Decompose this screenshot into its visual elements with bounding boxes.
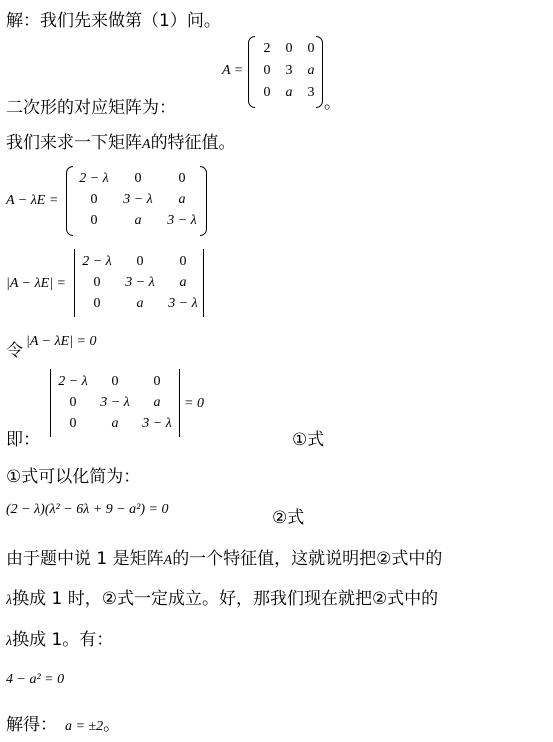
para2-b: 换成 1 时，②式一定成立。好，那我们现在就把②式中的	[12, 589, 439, 609]
matrix-cell: 0	[263, 85, 271, 100]
solution-period: 。	[103, 715, 121, 735]
matrix-cell: 0	[285, 41, 293, 56]
paragraph-line-2	[6, 584, 438, 609]
paragraph-line-3	[6, 625, 113, 650]
right-paren	[316, 36, 323, 108]
matrix-cell: 0	[179, 253, 187, 269]
simplify-line: ①式可以化简为：	[6, 467, 141, 487]
matrix-cell: 0	[93, 274, 101, 290]
a-minus-le-label: A − λE =	[6, 193, 59, 208]
ling-equation: |A − λE| = 0	[26, 334, 97, 349]
matrix-cell: 0	[69, 394, 77, 410]
matrix-cell: 3 − λ	[142, 415, 172, 431]
matrix-a-minus-le	[72, 168, 204, 232]
lambda-1: λ	[6, 593, 13, 608]
para1-b: 的一个特征值，这就说明把②式中的	[172, 549, 443, 569]
det-bar-left	[74, 249, 75, 317]
para3-b: 换成 1。有：	[12, 630, 114, 650]
det-bar-right	[203, 249, 204, 317]
lambda-2: λ	[6, 634, 13, 649]
matrix-cell: 3 − λ	[100, 394, 130, 410]
determinant-matrix-2	[52, 371, 178, 435]
matrix-cell: a	[153, 394, 161, 410]
matrix-cell: a	[136, 295, 144, 311]
matrix-cell: 0	[69, 415, 77, 431]
determinant-matrix	[76, 251, 204, 315]
matrix-cell: 2	[263, 41, 271, 56]
intro-line: 解：我们先来做第（1）问。	[6, 11, 221, 31]
matrix-cell: 0	[90, 212, 98, 228]
matrix-cell: 2 − λ	[58, 373, 88, 389]
matrix-cell: 0	[307, 41, 315, 56]
simplified-equation: (2 − λ)(λ² − 6λ + 9 − a²) = 0	[6, 502, 169, 517]
equation-final: 4 − a² = 0	[6, 672, 65, 687]
matrix-cell: 0	[136, 253, 144, 269]
quadratic-form-label: 二次形的对应矩阵为：	[6, 98, 176, 118]
eigen-text-b: 的特征值。	[150, 133, 236, 153]
solution-expr: a = ±2	[65, 719, 104, 734]
para1-var: A	[163, 553, 173, 568]
solution-label: 解得：	[6, 715, 57, 735]
eigen-text-a: 我们来求一下矩阵	[6, 133, 142, 153]
matrix-cell: 0	[263, 63, 271, 78]
matrix-cell: a	[307, 63, 315, 78]
equation-1-tag: ①式	[292, 430, 325, 450]
left-paren	[248, 36, 255, 108]
matrix-cell: a	[111, 415, 119, 431]
solution-line	[6, 710, 120, 735]
matrix-cell: a	[134, 212, 142, 228]
det-lhs: |A − λE| =	[6, 276, 67, 291]
para1-a: 由于题中说 1 是矩阵	[6, 549, 164, 569]
equation-2-tag: ②式	[272, 508, 305, 528]
eq-zero: = 0	[184, 396, 204, 411]
matrix-cell: 3 − λ	[123, 191, 153, 207]
matrix-cell: 2 − λ	[82, 253, 112, 269]
matrix-cell: a	[178, 191, 186, 207]
det-bar-left	[50, 369, 51, 437]
paragraph-line-1	[6, 544, 442, 569]
matrix-cell: 3 − λ	[125, 274, 155, 290]
matrix-a-label: A =	[222, 63, 244, 78]
matrix-cell: 0	[93, 295, 101, 311]
matrix-cell: 3	[285, 63, 293, 78]
matrix-cell: 3 − λ	[167, 212, 197, 228]
right-paren	[200, 166, 207, 236]
eigen-line	[6, 128, 236, 153]
matrix-cell: 0	[90, 191, 98, 207]
eigen-var: A	[142, 137, 151, 152]
matrix-cell: a	[179, 274, 187, 290]
matrix-cell: 0	[178, 170, 186, 186]
matrix-cell: a	[285, 85, 293, 100]
matrix-a	[256, 38, 322, 104]
matrix-cell: 3	[307, 85, 315, 100]
matrix-cell: 0	[111, 373, 119, 389]
ling-label: 令	[6, 341, 23, 361]
ji-label: 即：	[6, 430, 40, 450]
det-bar-right	[179, 369, 180, 437]
matrix-a-period: 。	[324, 93, 341, 113]
matrix-cell: 0	[134, 170, 142, 186]
matrix-cell: 0	[153, 373, 161, 389]
matrix-cell: 3 − λ	[168, 295, 198, 311]
matrix-cell: 2 − λ	[79, 170, 109, 186]
